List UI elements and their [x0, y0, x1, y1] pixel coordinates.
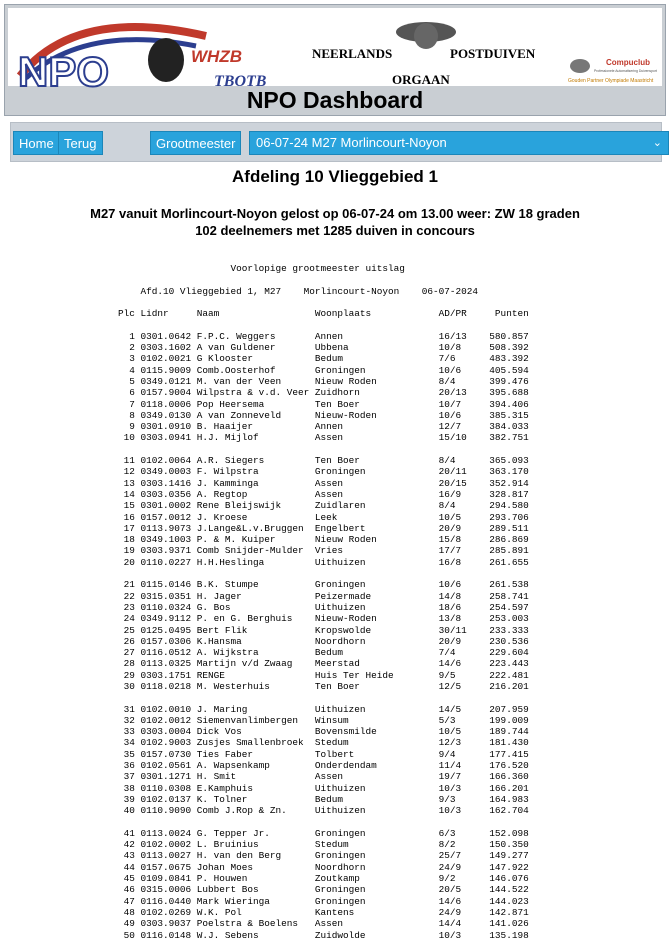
results-row: 1 0301.0642 F.P.C. Weggers Annen 16/13 580.857 [118, 330, 529, 342]
header-banner [4, 4, 666, 116]
results-row: 4 0115.9009 Comb.Oosterhof Groningen 10/6 405.594 [118, 364, 529, 376]
report-heading: Voorlopige grootmeester uitslag [118, 263, 405, 274]
results-row: 45 0109.0841 P. Houwen Zoutkamp 9/2 146.076 [118, 873, 529, 885]
results-row: 21 0115.0146 B.K. Stumpe Groningen 10/6 261.538 [118, 579, 529, 591]
results-row: 44 0157.0675 Johan Moes Noordhorn 24/9 147.922 [118, 861, 529, 873]
results-row: 8 0349.0130 A van Zonneveld Nieuw-Roden 10/6 385.315 [118, 409, 529, 421]
participant-count: 102 deelnemers met 1285 duiven in concours [195, 223, 475, 238]
dashboard-title: NPO Dashboard [246, 87, 424, 113]
tbotb-logo-text: TBOTB [214, 73, 267, 90]
logo-strip [8, 8, 662, 90]
results-row: 35 0157.0730 Ties Faber Tolbert 9/4 177.415 [118, 748, 529, 760]
results-row: 36 0102.0561 A. Wapsenkamp Onderdendam 11/4 176.520 [118, 760, 529, 772]
results-row: 26 0157.0306 K.Hansma Noordhorn 20/9 230.536 [118, 635, 529, 647]
results-row: 20 0110.0227 H.H.Heslinga Uithuizen 16/8 261.655 [118, 556, 529, 568]
results-row: 39 0102.0137 K. Tolner Bedum 9/3 164.983 [118, 793, 529, 805]
grandmaster-button[interactable]: Grootmeester [150, 131, 241, 155]
compuclub-partner: Gouden Partner Olympiade Maastricht [568, 78, 654, 84]
results-row: 42 0102.0002 L. Bruinius Stedum 8/2 150.350 [118, 839, 529, 851]
results-row: 49 0303.9037 Poelstra & Boelens Assen 14/4 141.026 [118, 918, 529, 930]
npo-orgaan-line1: NEERLANDS POSTDUIVEN [312, 46, 536, 61]
npo-logo-text: NPO [18, 48, 110, 90]
npo-orgaan-logo [308, 14, 548, 90]
results-row: 30 0118.0218 M. Westerhuis Ten Boer 12/5 216.201 [118, 680, 529, 692]
results-row: 43 0113.0027 H. van den Berg Groningen 25/7 149.277 [118, 850, 529, 862]
results-row: 14 0303.0356 A. Regtop Assen 16/9 328.817 [118, 488, 529, 500]
whzb-logo-text: WHZB [191, 47, 242, 66]
results-row: 50 0116.0148 W.J. Sebens Zuidwolde 10/3 135.198 [118, 929, 529, 941]
report-subheading: Afd.10 Vlieggebied 1, M27 Morlincourt-Noyon 06-07-2024 [118, 285, 479, 297]
race-summary [0, 205, 670, 239]
results-row: 17 0113.9073 J.Lange&L.v.Bruggen Engelbert 20/9 289.511 [118, 522, 529, 534]
results-report [118, 263, 529, 941]
npo-logo[interactable] [16, 16, 296, 90]
results-row: 13 0303.1416 J. Kamminga Assen 20/15 352.914 [118, 477, 529, 489]
results-row: 22 0315.0351 H. Jager Peizermade 14/8 258.741 [118, 590, 529, 602]
results-row: 10 0303.0941 H.J. Mijlof Assen 15/10 382.751 [118, 432, 529, 444]
results-row: 5 0349.0121 M. van der Veen Nieuw Roden 8/4 399.476 [118, 375, 529, 387]
results-row: 28 0113.0325 Martijn v/d Zwaag Meerstad 14/6 223.443 [118, 658, 529, 670]
results-row: 15 0301.0002 Rene Bleijswijk Zuidlaren 8/4 294.580 [118, 500, 529, 512]
results-row: 31 0102.0010 J. Maring Uithuizen 14/5 207.959 [118, 703, 529, 715]
results-row: 47 0116.0440 Mark Wieringa Groningen 14/6 144.023 [118, 895, 529, 907]
report-column-headers: Plc Lidnr Naam Woonplaats AD/PR Punten [118, 308, 529, 320]
results-row: 33 0303.0004 Dick Vos Bovensmilde 10/5 189.744 [118, 726, 529, 738]
results-row: 7 0118.0006 Pop Heersema Ten Boer 10/7 394.406 [118, 398, 529, 410]
results-row: 12 0349.0003 F. Wilpstra Groningen 20/11 363.170 [118, 466, 529, 478]
compuclub-tagline: Professionele Automatisering Duivensport [594, 69, 657, 73]
results-row: 3 0102.0021 G Klooster Bedum 7/6 483.392 [118, 353, 529, 365]
navbar [10, 122, 662, 162]
results-row: 11 0102.0064 A.R. Siegers Ten Boer 8/4 365.093 [118, 455, 529, 467]
results-row: 34 0102.9003 Zusjes Smallenbroek Stedum 12/3 181.430 [118, 737, 529, 749]
npo-orgaan-line2: ORGAAN [392, 72, 450, 87]
chevron-down-icon: ⌄ [652, 137, 662, 149]
results-row: 18 0349.1003 P. & M. Kuiper Nieuw Roden 15/8 286.869 [118, 534, 529, 546]
results-row: 32 0102.0012 Siemenvanlimbergen Winsum 5/3 199.009 [118, 714, 529, 726]
back-button[interactable]: Terug [58, 131, 103, 155]
results-row: 48 0102.0269 W.K. Pol Kantens 24/9 142.871 [118, 906, 529, 918]
results-row: 24 0349.9112 P. en G. Berghuis Nieuw-Roden 13/8 253.003 [118, 613, 529, 625]
results-row: 29 0303.1751 RENGE Huis Ter Heide 9/5 222.481 [118, 669, 529, 681]
results-row: 27 0116.0512 A. Wijkstra Bedum 7/4 229.604 [118, 647, 529, 659]
results-row: 16 0157.0012 J. Kroese Leek 10/5 293.706 [118, 511, 529, 523]
compuclub-name: Compuclub [606, 58, 650, 67]
results-row: 25 0125.0495 Bert Flik Kropswolde 30/11 233.333 [118, 624, 529, 636]
results-row: 2 0303.1602 A van Guldener Ubbena 10/8 508.392 [118, 342, 529, 354]
results-row: 38 0110.0308 E.Kamphuis Uithuizen 10/3 166.201 [118, 782, 529, 794]
results-row: 41 0113.0024 G. Tepper Jr. Groningen 6/3 152.098 [118, 827, 529, 839]
results-row: 23 0110.0324 G. Bos Uithuizen 18/6 254.597 [118, 601, 529, 613]
release-info: M27 vanuit Morlincourt-Noyon gelost op 06-07-24 om 13.00 weer: ZW 18 graden [90, 206, 580, 221]
results-row: 46 0315.0006 Lubbert Bos Groningen 20/5 144.522 [118, 884, 529, 896]
race-select[interactable] [249, 131, 669, 155]
race-select-value: 06-07-24 M27 Morlincourt-Noyon [256, 135, 447, 150]
results-row: 9 0301.0910 B. Haaijer Annen 12/7 384.033 [118, 421, 529, 433]
results-row: 37 0301.1271 H. Smit Assen 19/7 166.360 [118, 771, 529, 783]
results-row: 6 0157.9004 Wilpstra & v.d. Veer Zuidhorn 20/13 395.688 [118, 387, 529, 399]
compuclub-logo [566, 56, 670, 84]
home-button[interactable]: Home [13, 131, 60, 155]
page-title: Afdeling 10 Vlieggebied 1 [232, 167, 438, 186]
results-row: 19 0303.9371 Comb Snijder-Mulder Vries 17/7 285.891 [118, 545, 529, 557]
results-row: 40 0110.9090 Comb J.Rop & Zn. Uithuizen 10/3 162.704 [118, 805, 529, 817]
